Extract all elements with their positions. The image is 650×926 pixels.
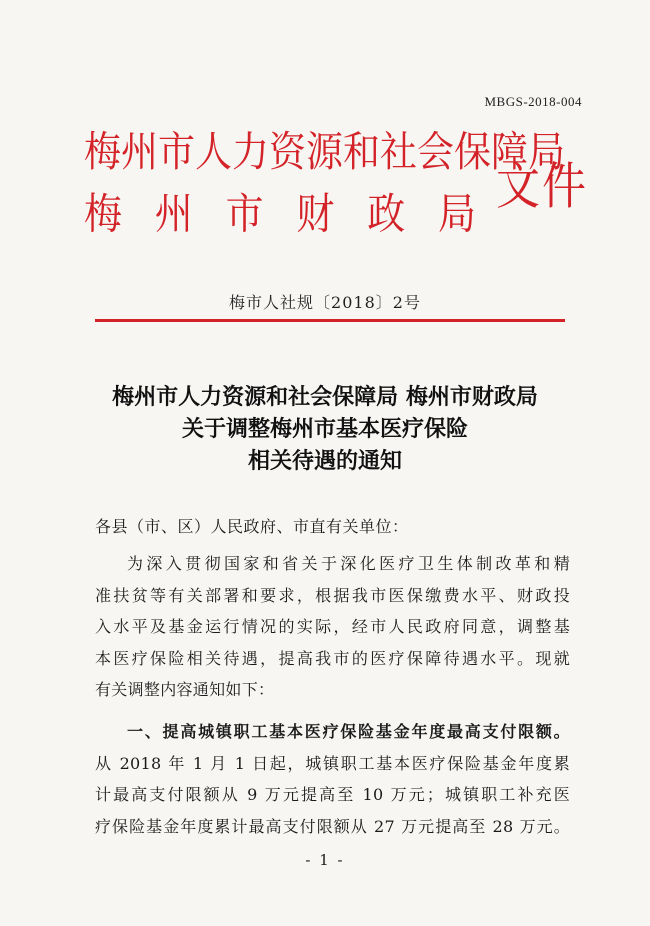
issuer-char: 财 [296,189,335,239]
red-divider [95,319,565,322]
text-line: 入水平及基金运行情况的实际，经市人民政府同意，调整基 [95,617,570,636]
issuer-char: 政 [367,189,406,239]
text-line: 从 2018 年 1 月 1 日起，城镇职工基本医疗保险基金年度累 [95,753,570,773]
text-line: 计最高支付限额从 9 万元提高至 10 万元；城镇职工补充医 [95,785,570,804]
title-line: 关于调整梅州市基本医疗保险 [181,417,468,442]
document-code: MBGS-2018-004 [484,94,582,109]
text-line: 准扶贫等有关部署和要求，根据我市医保缴费水平、财政投 [95,585,570,605]
issuer-name-line2 [84,179,476,241]
issuer-char: 梅 [84,189,123,239]
document-suffix: 文件 [496,157,588,217]
issuer-char: 局 [437,189,476,239]
text-line: 为深入贯彻国家和省关于深化医疗卫生体制改革和精 [127,554,570,573]
page-number: - 1 - [305,851,345,869]
paragraph-section-1 [95,716,570,842]
issuer-name-line1: 梅州市人力资源和社会保障局 [84,128,565,177]
title-line: 相关待遇的通知 [247,449,402,474]
text-line: 本医疗保险相关待遇，提高我市的医疗保障待遇水平。现就 [95,648,570,668]
text-line: 有关调整内容通知如下： [95,680,275,699]
section-heading: 一、提高城镇职工基本医疗保险基金年度最高支付限额。 [127,722,570,741]
text-line: 疗保险基金年度累计最高支付限额从 27 万元提高至 28 万元。 [95,816,570,836]
document-number: 梅市人社规〔2018〕2号 [229,293,421,312]
issuer-char: 市 [225,189,264,239]
issuer-char: 州 [154,189,193,239]
title-line: 梅州市人力资源和社会保障局 梅州市财政局 [112,385,538,410]
notice-title [0,382,650,478]
addressee: 各县（市、区）人民政府、市直有关单位： [95,517,409,536]
paragraph-intro [95,548,570,706]
